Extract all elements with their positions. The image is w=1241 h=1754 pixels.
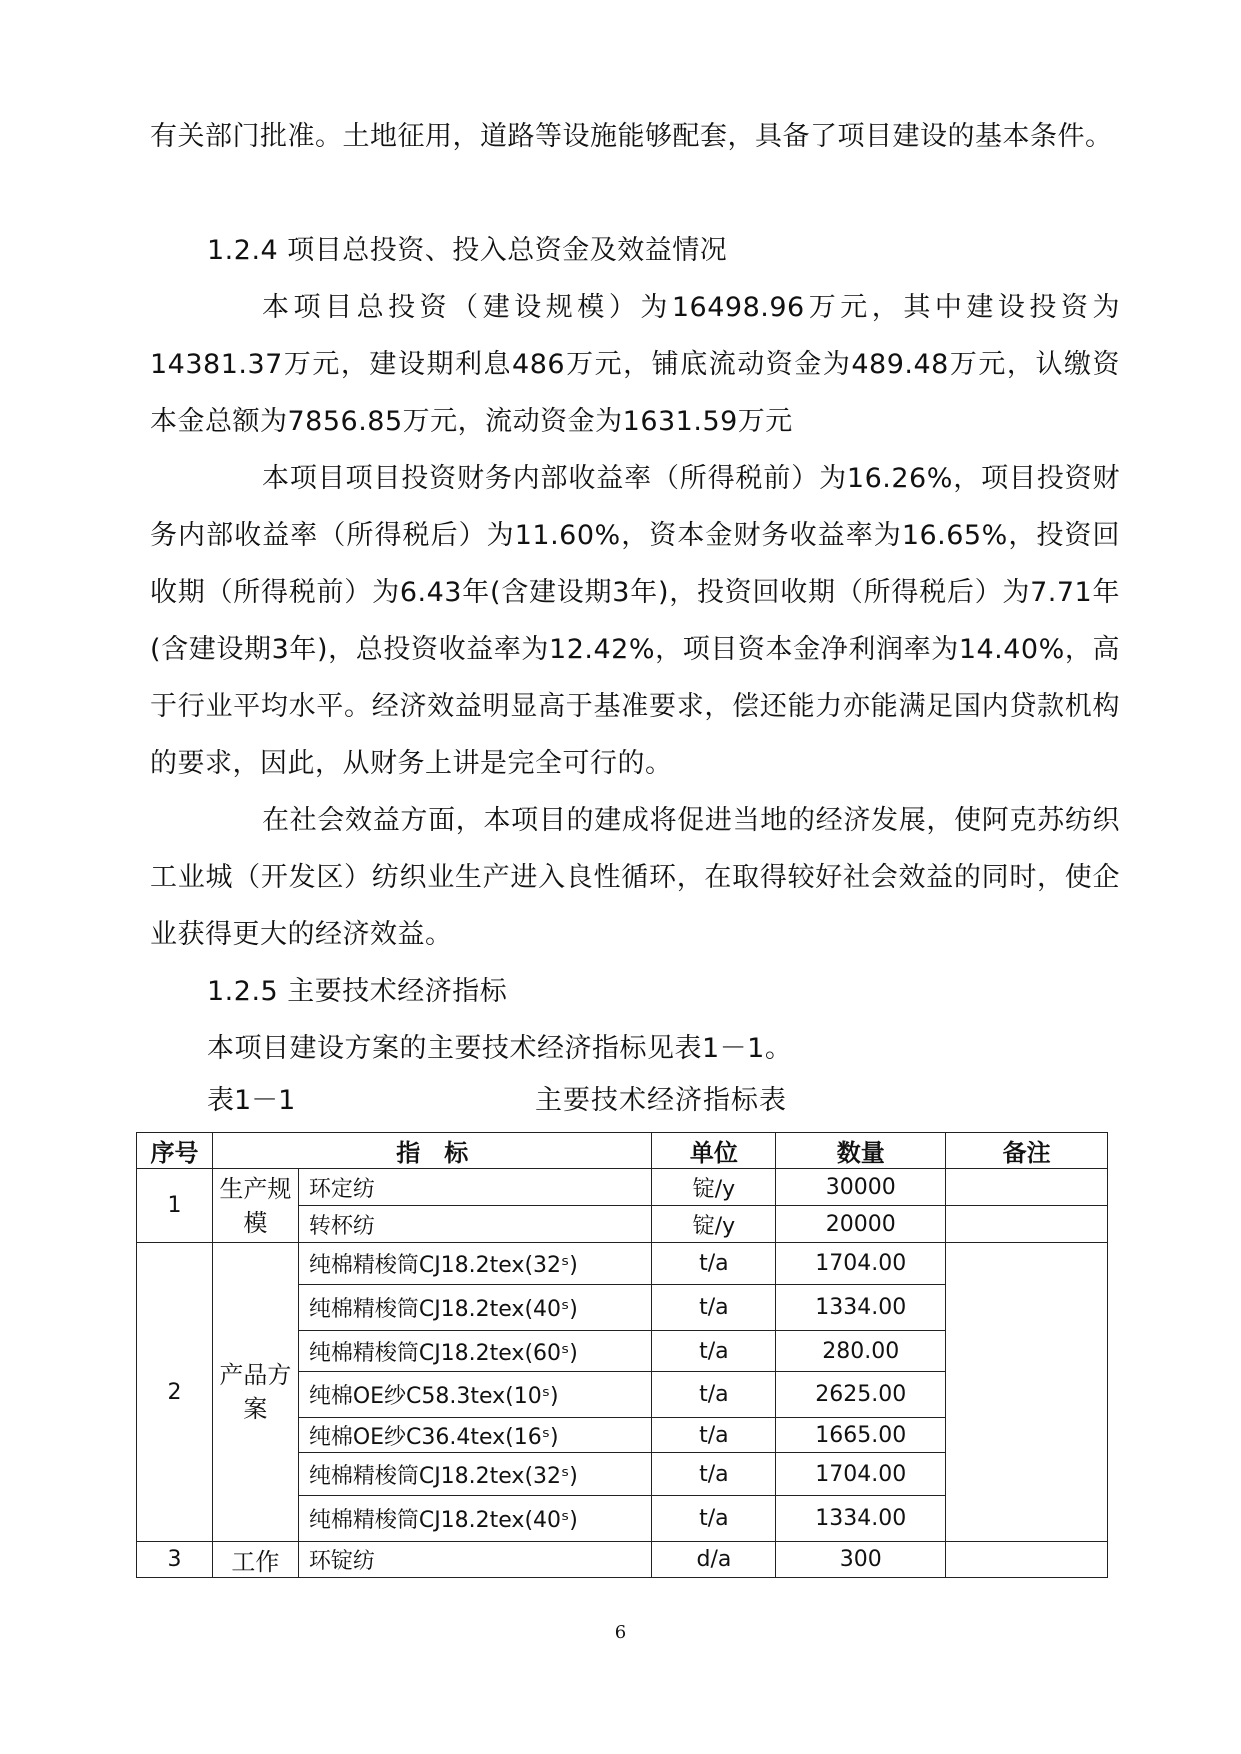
row-number: 3	[137, 1542, 213, 1578]
row-unit: t/a	[652, 1453, 776, 1496]
table-row	[137, 1243, 1108, 1285]
row-unit: d/a	[652, 1542, 776, 1578]
row-note	[946, 1169, 1108, 1206]
row-quantity: 2625.00	[776, 1372, 946, 1418]
row-unit: t/a	[652, 1372, 776, 1418]
table-header-row	[137, 1133, 1108, 1169]
row-indicator: 转杯纺	[298, 1206, 652, 1243]
indicator-table	[136, 1132, 1108, 1578]
header-quantity: 数量	[776, 1133, 946, 1169]
paragraph-total-investment: 本项目总投资（建设规模）为16498.96万元，其中建设投资为14381.37万元，建设期利息486万元，铺底流动资金为489.48万元，认缴资本金总额为7856.85万元，流动资金为1631.59万元	[150, 292, 1120, 437]
table-row	[137, 1542, 1108, 1578]
paragraph-social-benefits: 在社会效益方面，本项目的建成将促进当地的经济发展，使阿克苏纺织工业城（开发区）纺织业生产进入良性循环，在取得较好社会效益的同时，使企业获得更大的经济效益。	[150, 805, 1120, 950]
row-indicator: 纯棉精梭筒CJ18.2tex(32ˢ)	[298, 1453, 652, 1496]
row-note	[946, 1206, 1108, 1243]
row-quantity: 300	[776, 1542, 946, 1578]
row-indicator: 纯棉OE纱C36.4tex(16ˢ)	[298, 1418, 652, 1453]
table-row	[137, 1169, 1108, 1206]
row-indicator: 纯棉精梭筒CJ18.2tex(40ˢ)	[298, 1496, 652, 1542]
header-no: 序号	[137, 1133, 213, 1169]
row-category: 产品方案	[212, 1243, 298, 1542]
row-quantity: 1334.00	[776, 1285, 946, 1331]
header-unit: 单位	[652, 1133, 776, 1169]
section-heading-1-2-5: 1.2.5 主要技术经济指标	[207, 976, 508, 1007]
row-category: 工作	[212, 1542, 298, 1578]
row-indicator: 环锭纺	[298, 1542, 652, 1578]
row-quantity: 1665.00	[776, 1418, 946, 1453]
row-unit: t/a	[652, 1331, 776, 1372]
paragraph-table-reference: 本项目建设方案的主要技术经济指标见表1－1。	[207, 1033, 793, 1064]
section-heading-1-2-4: 1.2.4 项目总投资、投入总资金及效益情况	[207, 235, 728, 266]
row-unit: 锭/y	[652, 1206, 776, 1243]
row-indicator: 纯棉精梭筒CJ18.2tex(60ˢ)	[298, 1331, 652, 1372]
paragraph-financial-returns: 本项目项目投资财务内部收益率（所得税前）为16.26%，项目投资财务内部收益率（所得税后）为11.60%，资本金财务收益率为16.65%，投资回收期（所得税前）为6.43年(含建设期3年)，投资回收期（所得税后）为7.71年(含建设期3年)，总投资收益率为12.42%，项目资本金净利润率为14.40%，高于行业平均水平。经济效益明显高于基准要求，偿还能力亦能满足国内贷款机构的要求，因此，从财务上讲是完全可行的。	[150, 463, 1120, 779]
row-indicator: 纯棉OE纱C58.3tex(10ˢ)	[298, 1372, 652, 1418]
row-unit: t/a	[652, 1285, 776, 1331]
table-label: 表1－1	[207, 1085, 296, 1116]
row-quantity: 30000	[776, 1169, 946, 1206]
row-indicator: 纯棉精梭筒CJ18.2tex(40ˢ)	[298, 1285, 652, 1331]
row-unit: t/a	[652, 1243, 776, 1285]
row-unit: t/a	[652, 1418, 776, 1453]
row-unit: t/a	[652, 1496, 776, 1542]
row-note	[946, 1243, 1108, 1542]
row-quantity: 1704.00	[776, 1453, 946, 1496]
row-quantity: 20000	[776, 1206, 946, 1243]
header-indicator: 指 标	[212, 1133, 652, 1169]
header-note: 备注	[946, 1133, 1108, 1169]
row-quantity: 1334.00	[776, 1496, 946, 1542]
row-quantity: 280.00	[776, 1331, 946, 1372]
row-category: 生产规模	[212, 1169, 298, 1243]
row-indicator: 环定纺	[298, 1169, 652, 1206]
row-number: 1	[137, 1169, 213, 1243]
row-quantity: 1704.00	[776, 1243, 946, 1285]
table-title: 主要技术经济指标表	[535, 1085, 787, 1116]
page-number: 6	[614, 1622, 627, 1643]
row-number: 2	[137, 1243, 213, 1542]
row-unit: 锭/y	[652, 1169, 776, 1206]
row-indicator: 纯棉精梭筒CJ18.2tex(32ˢ)	[298, 1243, 652, 1285]
paragraph-land-approval: 有关部门批准。土地征用，道路等设施能够配套，具备了项目建设的基本条件。	[150, 121, 1113, 152]
row-note	[946, 1542, 1108, 1578]
